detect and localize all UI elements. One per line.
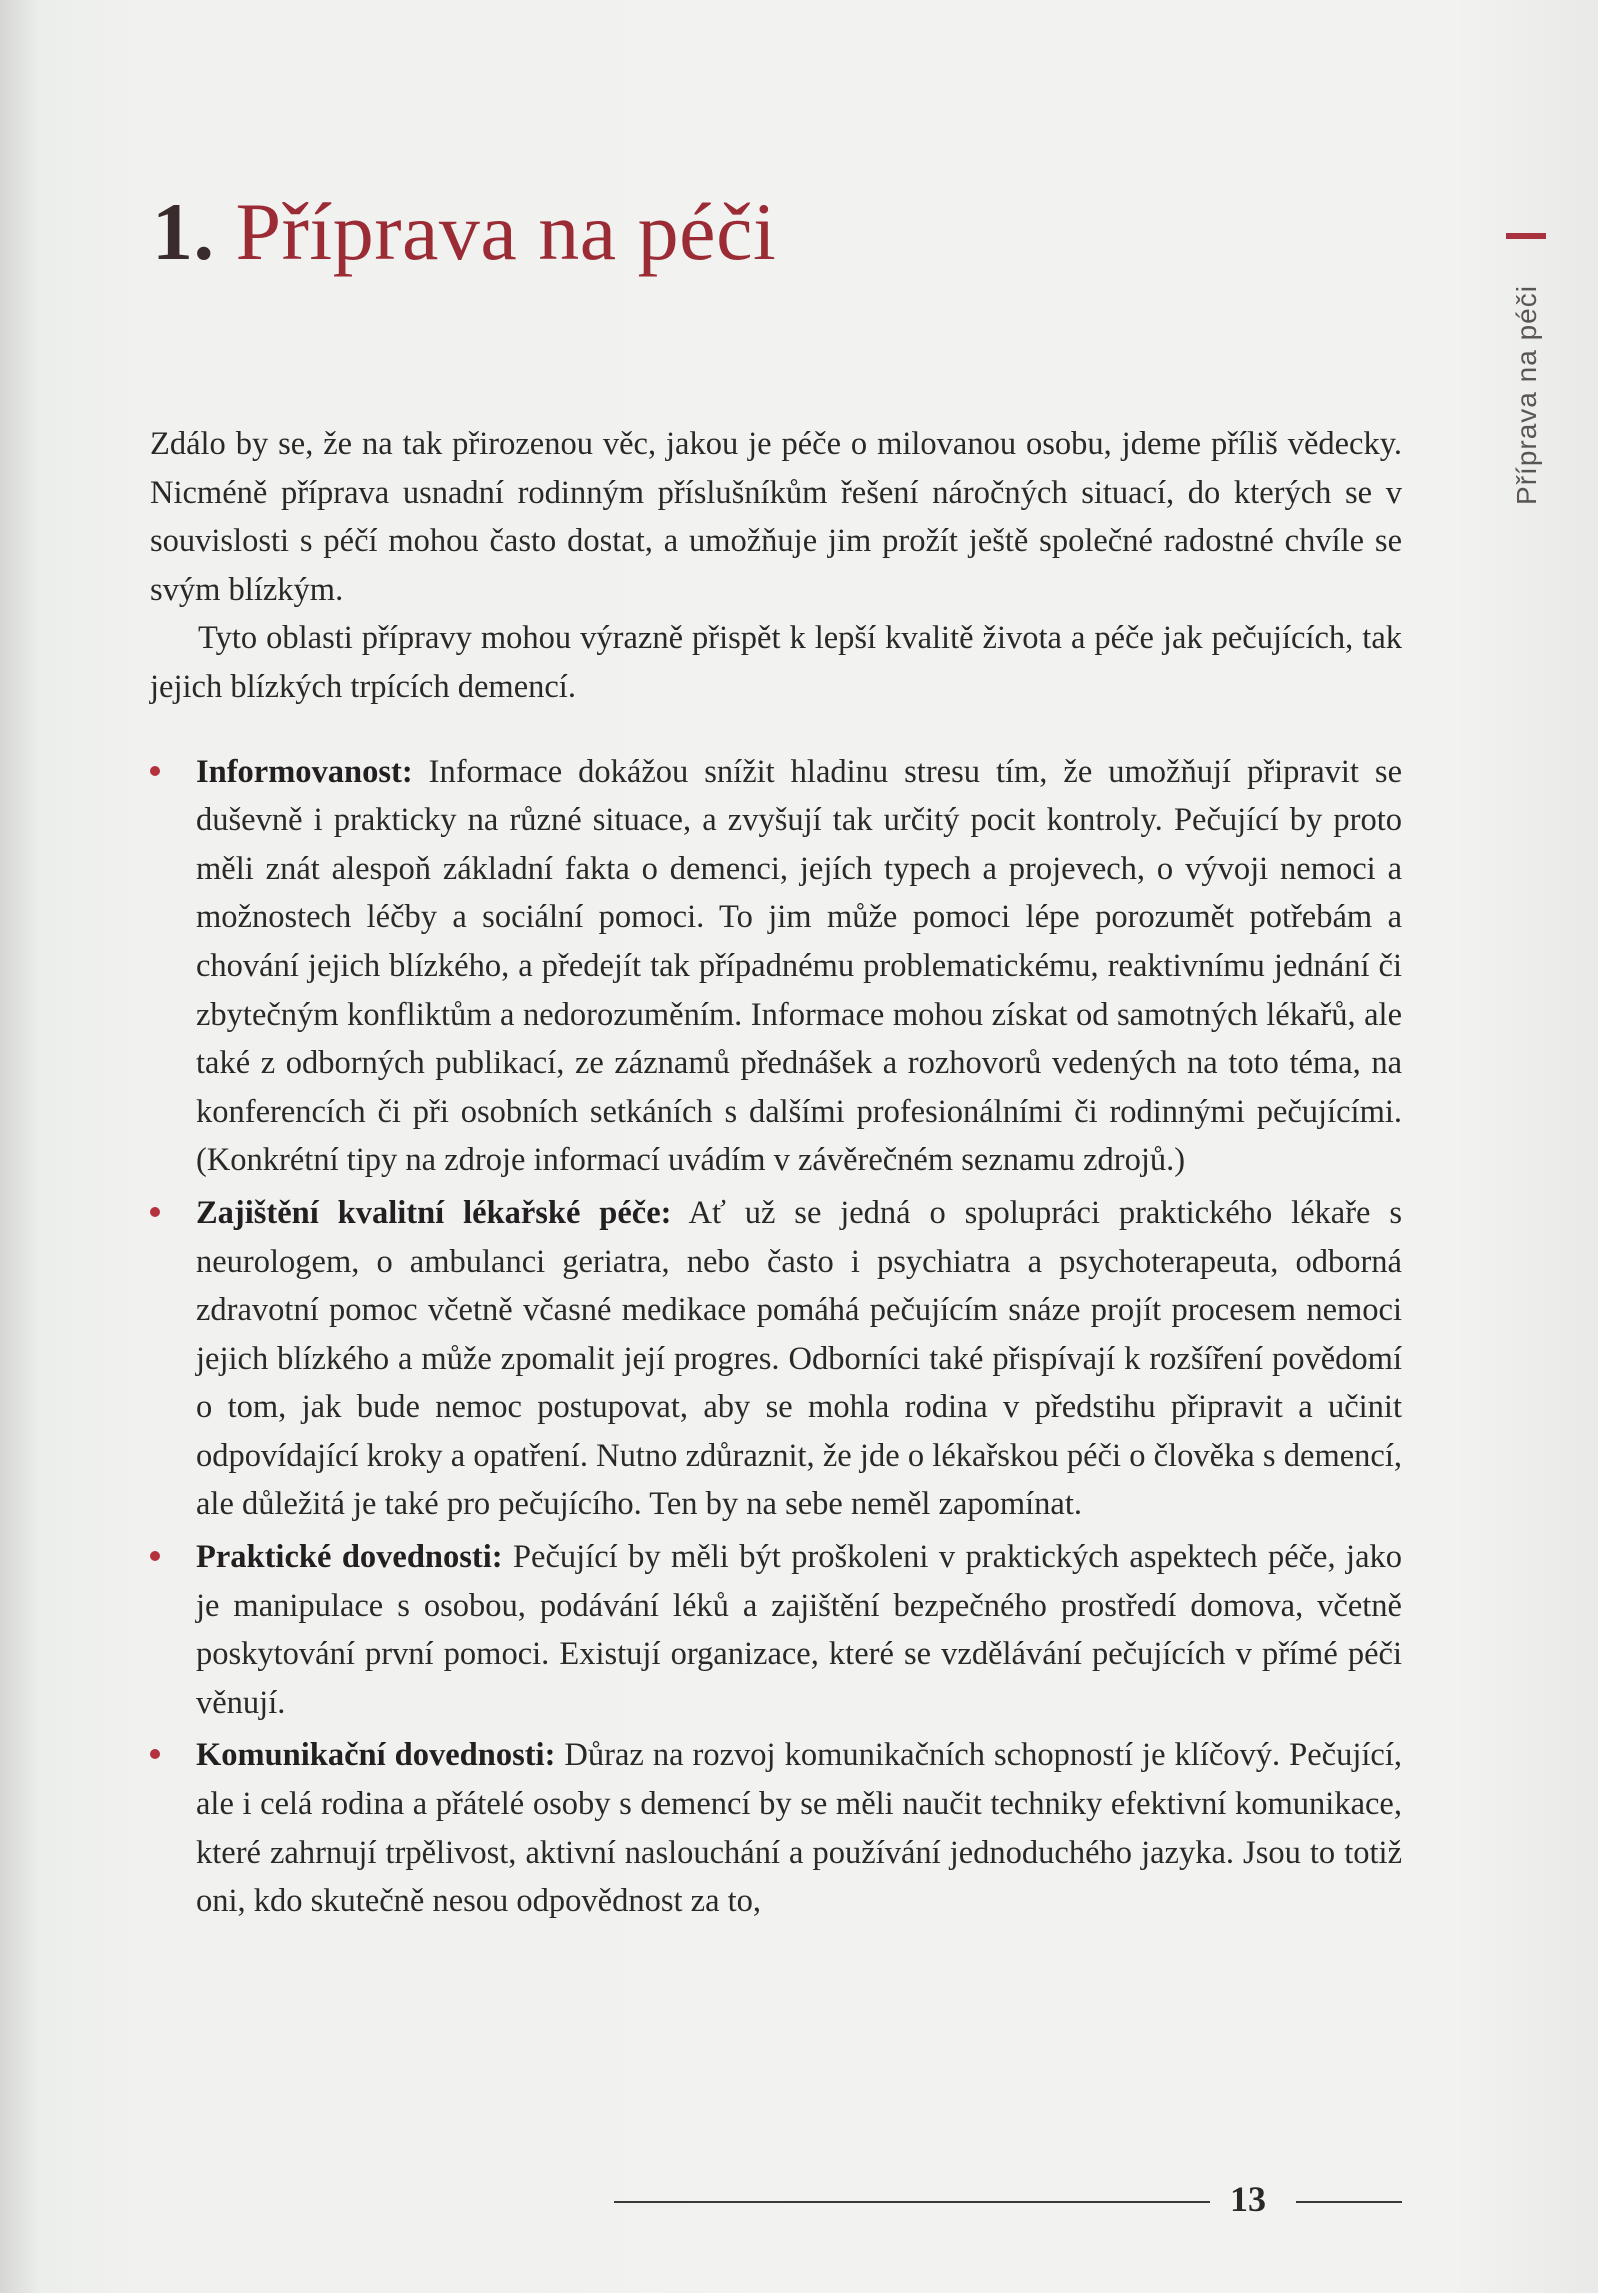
footer-rule-left <box>614 2201 1210 2203</box>
list-item-term: Zajištění kvalitní lékařské péče: <box>196 1194 672 1231</box>
chapter-body <box>150 420 1402 1930</box>
list-item-text: Důraz na rozvoj komunikačních schopností je klíčový. Pečující, ale i celá rodina a přátelé osoby s demencí by se měli naučit techniky efektivní komunikace, které zahrnují trpělivost, aktivní naslouchání a používání jednoduchého jazyka. Jsou to totiž oni, kdo skutečně nesou odpovědnost za to, <box>196 1737 1402 1920</box>
chapter-title <box>152 182 776 282</box>
intro-paragraph-2: Tyto oblasti přípravy mohou výrazně přispět k lepší kvalitě života a péče jak pečujících, tak jejich blízkých trpících demencí. <box>150 620 1402 705</box>
preparation-areas-list <box>150 748 1402 1926</box>
chapter-title-text: Příprava na péči <box>235 186 777 277</box>
intro-paragraph-1: Zdálo by se, že na tak přirozenou věc, jakou je péče o milovanou osobu, jdeme příliš vědecky. Nicméně příprava usnadní rodinným příslušníkům řešení náročných situací, do kterých se v souvislosti s péčí mohou často dostat, a umožňuje jim prožít ještě společné radostné chvíle se svým blízkým. <box>150 426 1402 608</box>
side-tab-marker <box>1506 233 1546 239</box>
list-item-term: Informovanost: <box>196 753 413 790</box>
list-item-term: Komunikační dovednosti: <box>196 1737 556 1774</box>
bullet-dot-icon <box>150 766 160 776</box>
side-running-header: Příprava na péči <box>1511 285 1542 505</box>
bullet-dot-icon <box>150 1749 160 1759</box>
page-number: 13 <box>1230 2179 1266 2219</box>
list-item-text: Ať už se jedná o spolupráci praktického lékaře s neurologem, o ambulanci geriatra, nebo často i psychiatra a psychoterapeuta, odborná zdravotní pomoc včetně včasné medikace pomáhá pečujícím snáze projít procesem nemoci jejich blízkého a může zpomalit její progres. Odborníci také přispívají k rozšíření povědomí o tom, jak bude nemoc postupovat, aby se mohla rodina v předstihu připravit a učinit odpovídající kroky a opatření. Nutno zdůraznit, že jde o lékařskou péči o člověka s demencí, ale důležitá je také pro pečujícího. Ten by na sebe neměl zapomínat. <box>196 1194 1402 1523</box>
list-item-text: Informace dokážou snížit hladinu stresu tím, že umožňují připravit se duševně i prakticky na různé situace, a zvyšují tak určitý pocit kontroly. Pečující by proto měli znát alespoň základní fakta o demenci, jejích typech a projevech, o vývoji nemoci a možnostech léčby a sociální pomoci. To jim může pomoci lépe porozumět potřebám a chování jejich blízkého, a předejít tak případnému problematickému, reaktivnímu jednání či zbytečným konfliktům a nedorozuměním. Informace mohou získat od samotných lékařů, ale také z odborných publikací, ze záznamů přednášek a rozhovorů vedených na toto téma, na konferencích či při osobních setkáních s dalšími profesionálními či rodinnými pečujícími. (Konkrétní tipy na zdroje informací uvádím v závěrečném seznamu zdrojů.) <box>196 753 1402 1179</box>
list-item-informovanost <box>150 748 1402 1185</box>
list-item-prakticke-dovednosti <box>150 1533 1402 1727</box>
list-item-text: Pečující by měli být proškoleni v praktických aspektech péče, jako je manipulace s osobou, podávání léků a zajištění bezpečného prostředí domova, včetně poskytování první pomoci. Existují organizace, které se vzdělávání pečujících v přímé péči věnují. <box>196 1539 1402 1721</box>
list-item-term: Praktické dovednosti: <box>196 1539 503 1576</box>
bullet-dot-icon <box>150 1551 160 1561</box>
footer-rule-right <box>1296 2201 1402 2203</box>
list-item-komunikacni-dovednosti <box>150 1731 1402 1925</box>
list-item-lekarska-pece <box>150 1189 1402 1529</box>
bullet-dot-icon <box>150 1207 160 1217</box>
chapter-number: 1. <box>152 186 215 277</box>
